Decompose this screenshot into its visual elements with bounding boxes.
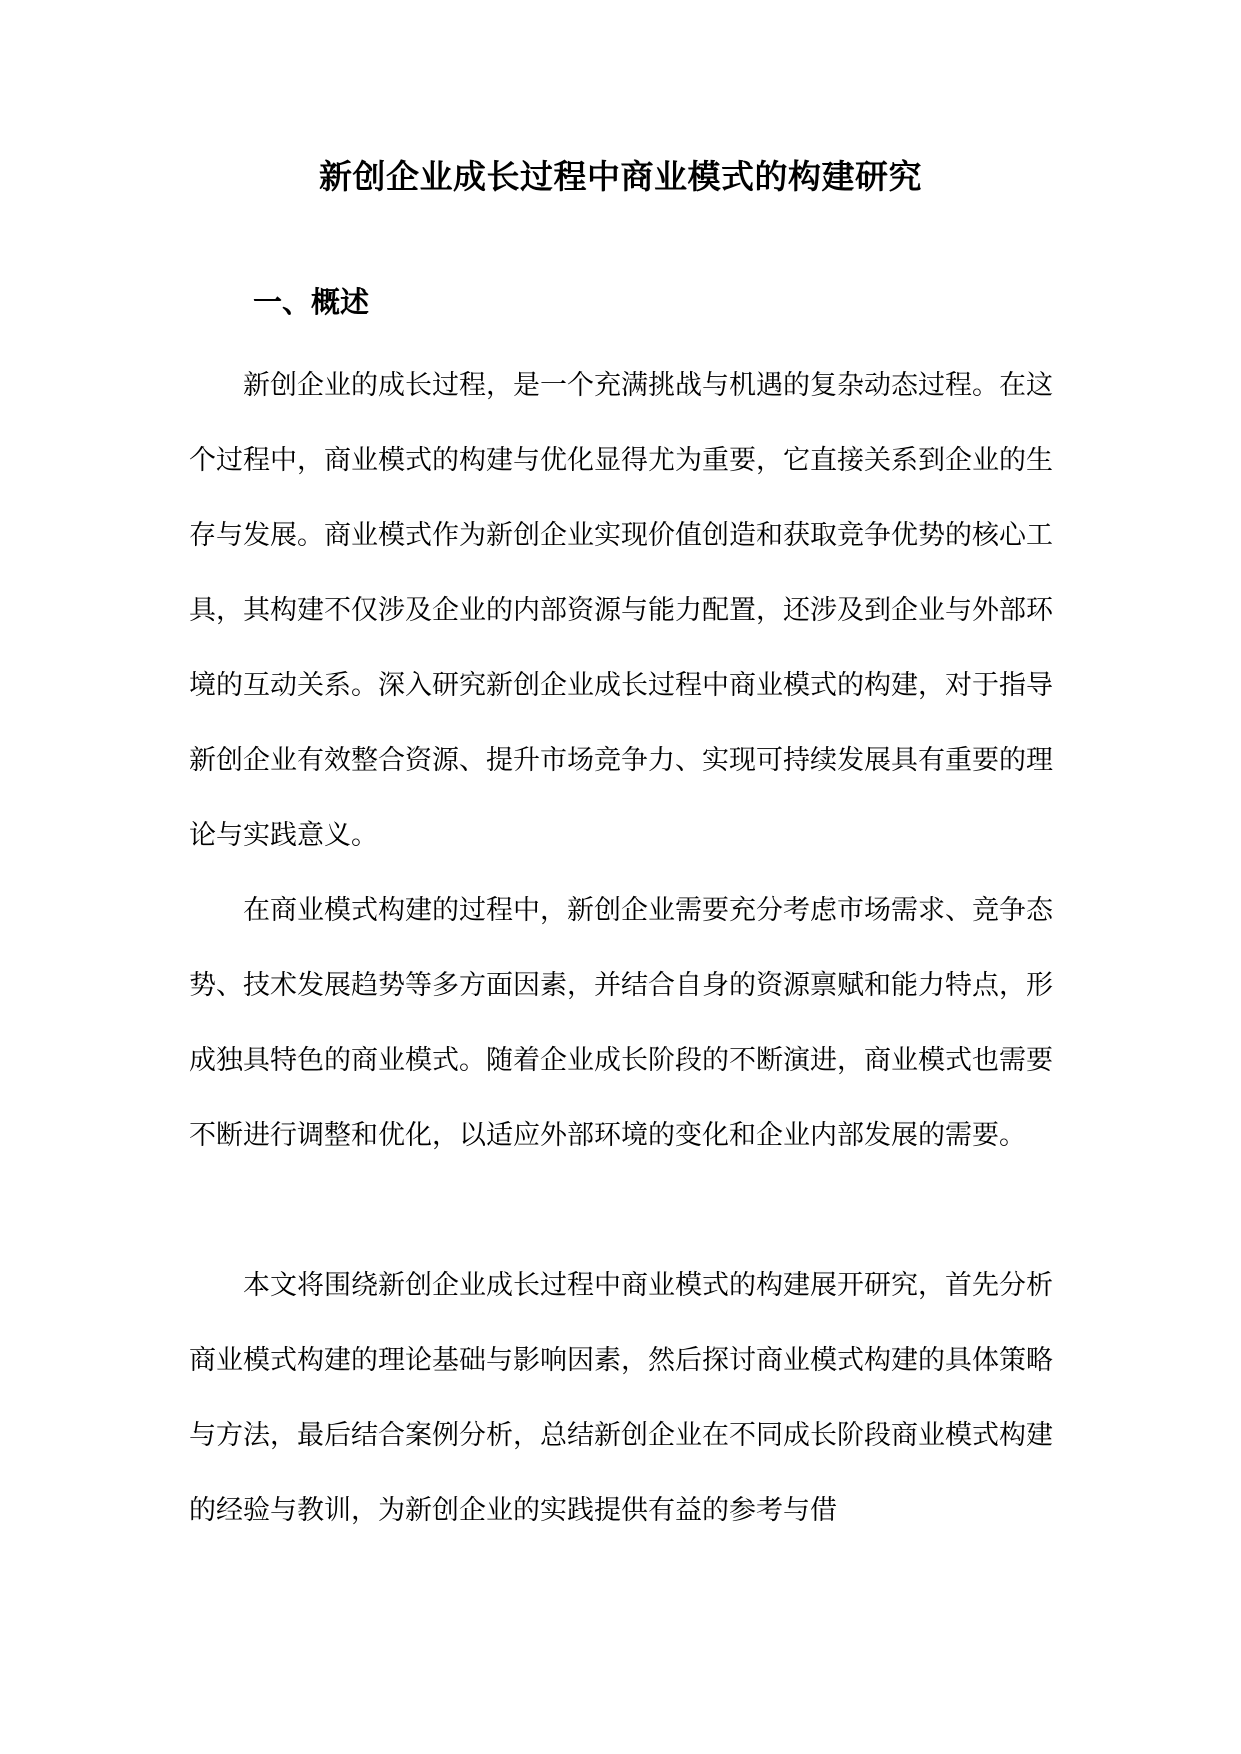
document-title: 新创企业成长过程中商业模式的构建研究 xyxy=(319,157,922,196)
body-paragraph-1: 新创企业的成长过程，是一个充满挑战与机遇的复杂动态过程。在这个过程中，商业模式的构建与优化显得尤为重要，它直接关系到企业的生存与发展。商业模式作为新创企业实现价值创造和获取竞争优势的核心工具，其构建不仅涉及企业的内部资源与能力配置，还涉及到企业与外部环境的互动关系。深入研究新创企业成长过程中商业模式的构建，对于指导新创企业有效整合资源、提升市场竞争力、实现可持续发展具有重要的理论与实践意义。 xyxy=(189,370,1053,851)
body-paragraph-2: 在商业模式构建的过程中，新创企业需要充分考虑市场需求、竞争态势、技术发展趋势等多方面因素，并结合自身的资源禀赋和能力特点，形成独具特色的商业模式。随着企业成长阶段的不断演进，商业模式也需要不断进行调整和优化，以适应外部环境的变化和企业内部发展的需要。 xyxy=(189,895,1053,1151)
body-paragraph-3: 本文将围绕新创企业成长过程中商业模式的构建展开研究，首先分析商业模式构建的理论基础与影响因素，然后探讨商业模式构建的具体策略与方法，最后结合案例分析，总结新创企业在不同成长阶段商业模式构建的经验与教训，为新创企业的实践提供有益的参考与借 xyxy=(189,1270,1053,1526)
section-heading-overview: 一、概述 xyxy=(253,285,370,319)
